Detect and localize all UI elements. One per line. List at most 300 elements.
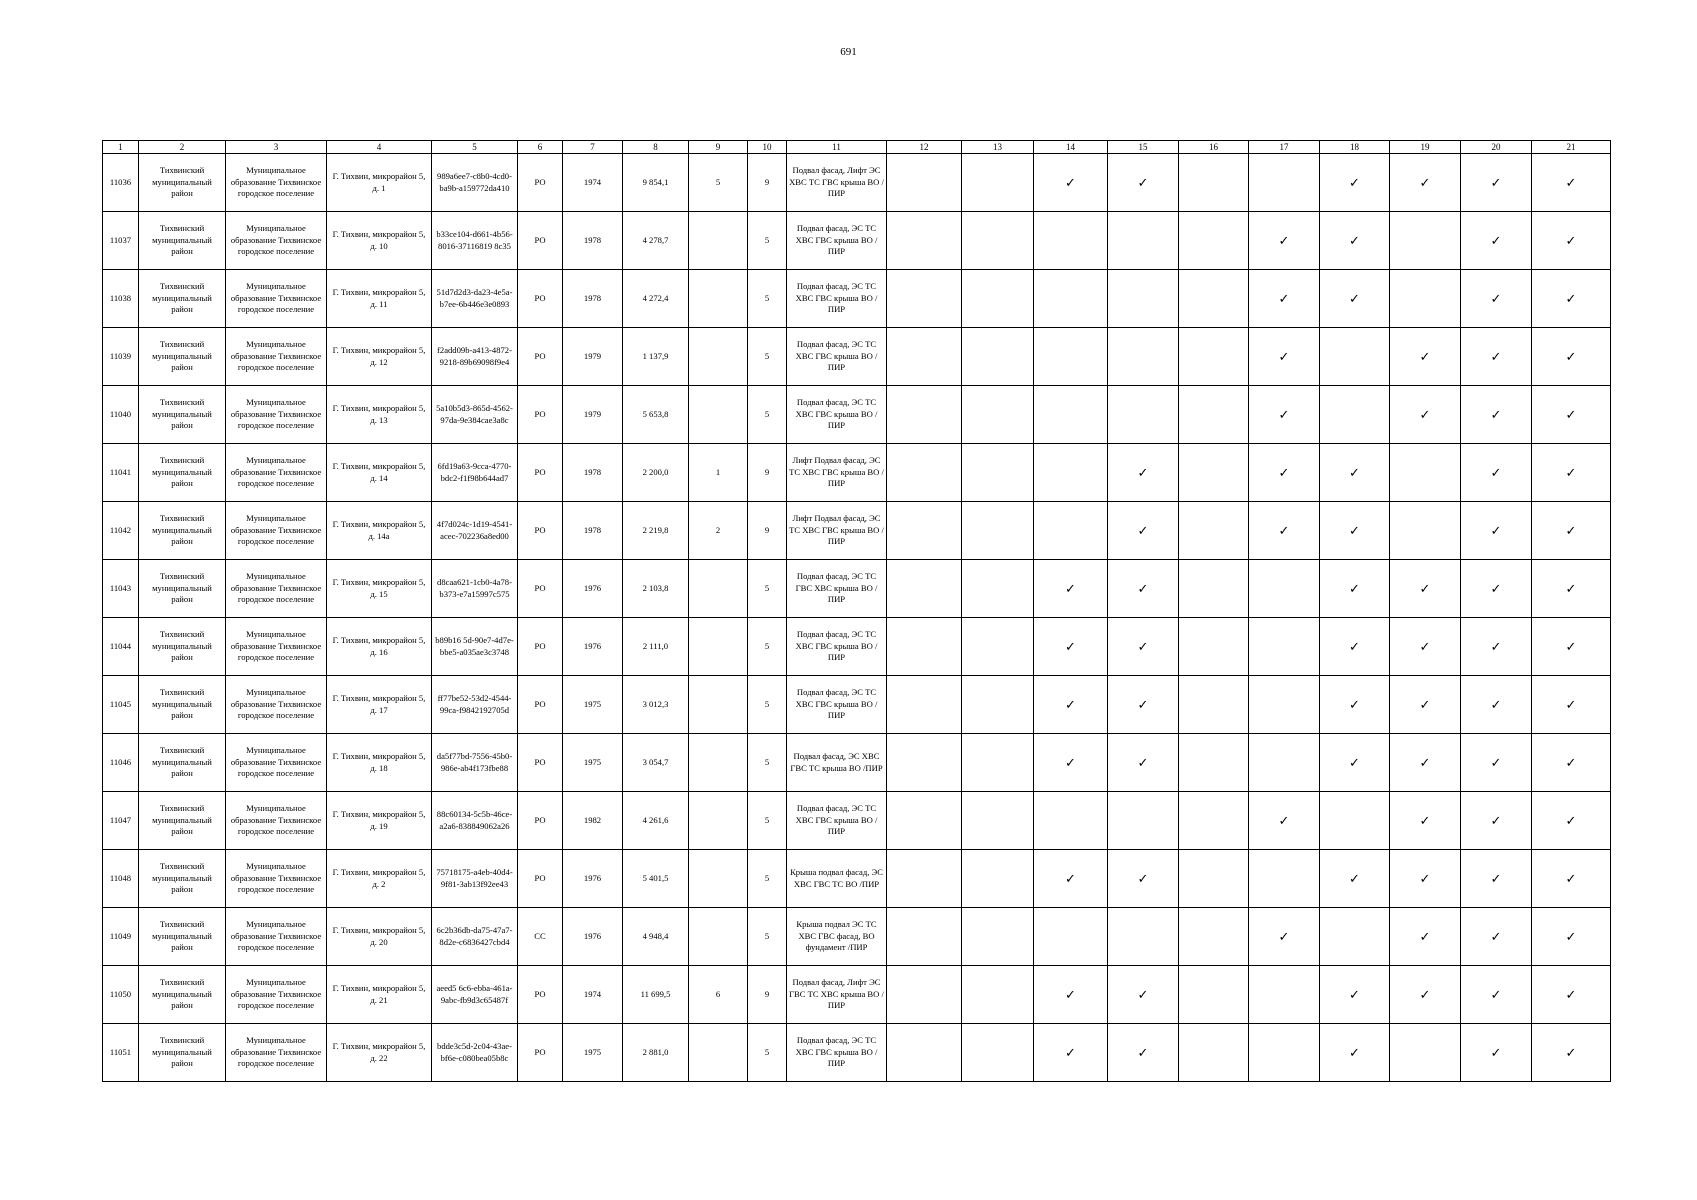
address-cell: Г. Тихвин, микрорайон 5, д. 17 xyxy=(327,676,432,734)
works-list-cell: Подвал фасад, Лифт ЭС ГВС ТС ХВС крыша ВО /ПИР xyxy=(787,966,887,1024)
checkmark-cell xyxy=(1320,1024,1390,1082)
column-9-cell xyxy=(689,850,748,908)
works-list-cell: Крыша подвал ЭС ТС ХВС ГВС фасад, ВО фундамент /ПИР xyxy=(787,908,887,966)
checkmark-cell xyxy=(1108,386,1179,444)
table-row xyxy=(103,212,1611,270)
checkmark-cell xyxy=(1320,212,1390,270)
checkmark-cell xyxy=(1532,386,1611,444)
checkmark-cell xyxy=(962,792,1034,850)
checkmark-cell xyxy=(1249,444,1320,502)
checkmark-icon: ✓ xyxy=(1419,407,1431,422)
address-cell: Г. Тихвин, микрорайон 5, д. 19 xyxy=(327,792,432,850)
floors-cell: 5 xyxy=(748,618,787,676)
checkmark-cell xyxy=(1461,1024,1532,1082)
checkmark-cell xyxy=(1108,270,1179,328)
year-built-cell: 1979 xyxy=(563,328,623,386)
ownership-cell: РО xyxy=(518,850,563,908)
ownership-cell: РО xyxy=(518,1024,563,1082)
checkmark-icon: ✓ xyxy=(1349,523,1360,538)
checkmark-cell xyxy=(962,734,1034,792)
address-cell: Г. Тихвин, микрорайон 5, д. 14 xyxy=(327,444,432,502)
checkmark-cell xyxy=(962,618,1034,676)
checkmark-cell xyxy=(887,792,962,850)
district-cell: Тихвинский муниципальный район xyxy=(139,1024,226,1082)
checkmark-cell xyxy=(1108,734,1179,792)
checkmark-icon: ✓ xyxy=(1419,639,1431,654)
checkmark-icon: ✓ xyxy=(1419,987,1431,1002)
checkmark-icon: ✓ xyxy=(1065,697,1076,712)
column-9-cell xyxy=(689,328,748,386)
municipality-cell: Муниципальное образование Тихвинское городское поселение xyxy=(226,676,327,734)
address-cell: Г. Тихвин, микрорайон 5, д. 12 xyxy=(327,328,432,386)
checkmark-icon: ✓ xyxy=(1137,1045,1149,1060)
column-number-header: 20 xyxy=(1461,141,1532,154)
checkmark-icon: ✓ xyxy=(1137,639,1149,654)
checkmark-cell xyxy=(1532,444,1611,502)
checkmark-cell xyxy=(887,618,962,676)
area-cell: 2 881,0 xyxy=(623,1024,689,1082)
checkmark-cell xyxy=(1461,270,1532,328)
checkmark-icon: ✓ xyxy=(1065,175,1076,190)
checkmark-cell xyxy=(1532,792,1611,850)
checkmark-cell xyxy=(1108,908,1179,966)
house-id-cell: 11036 xyxy=(103,154,139,212)
checkmark-cell xyxy=(887,154,962,212)
checkmark-cell xyxy=(1034,502,1108,560)
house-id-cell: 11051 xyxy=(103,1024,139,1082)
checkmark-icon: ✓ xyxy=(1137,755,1149,770)
checkmark-cell xyxy=(962,502,1034,560)
checkmark-cell xyxy=(1179,560,1249,618)
floors-cell: 5 xyxy=(748,270,787,328)
area-cell: 4 278,7 xyxy=(623,212,689,270)
column-number-header: 1 xyxy=(103,141,139,154)
ownership-cell: РО xyxy=(518,734,563,792)
municipality-cell: Муниципальное образование Тихвинское городское поселение xyxy=(226,502,327,560)
district-cell: Тихвинский муниципальный район xyxy=(139,966,226,1024)
checkmark-cell xyxy=(1390,270,1461,328)
checkmark-cell xyxy=(1390,444,1461,502)
fias-code-cell: 51d7d2d3-da23-4e5a-b7ee-6b446e3e0893 xyxy=(432,270,518,328)
checkmark-cell xyxy=(1461,560,1532,618)
year-built-cell: 1982 xyxy=(563,792,623,850)
municipality-cell: Муниципальное образование Тихвинское городское поселение xyxy=(226,154,327,212)
checkmark-cell xyxy=(1390,328,1461,386)
checkmark-cell xyxy=(1034,908,1108,966)
checkmark-icon: ✓ xyxy=(1565,929,1577,944)
checkmark-icon: ✓ xyxy=(1137,581,1149,596)
municipality-cell: Муниципальное образование Тихвинское городское поселение xyxy=(226,850,327,908)
checkmark-cell xyxy=(1390,966,1461,1024)
address-cell: Г. Тихвин, микрорайон 5, д. 22 xyxy=(327,1024,432,1082)
checkmark-cell xyxy=(962,270,1034,328)
checkmark-icon: ✓ xyxy=(1419,813,1431,828)
column-9-cell: 6 xyxy=(689,966,748,1024)
housing-register-table xyxy=(102,140,1611,1082)
checkmark-icon: ✓ xyxy=(1065,755,1076,770)
checkmark-icon: ✓ xyxy=(1490,987,1502,1002)
works-list-cell: Подвал фасад, ЭС ТС ХВС ГВС крыша ВО /ПИР xyxy=(787,618,887,676)
table-row xyxy=(103,328,1611,386)
ownership-cell: РО xyxy=(518,560,563,618)
table-row xyxy=(103,444,1611,502)
checkmark-cell xyxy=(1532,154,1611,212)
checkmark-cell xyxy=(1461,212,1532,270)
municipality-cell: Муниципальное образование Тихвинское городское поселение xyxy=(226,328,327,386)
checkmark-cell xyxy=(1108,154,1179,212)
area-cell: 2 103,8 xyxy=(623,560,689,618)
checkmark-cell xyxy=(887,328,962,386)
area-cell: 5 401,5 xyxy=(623,850,689,908)
checkmark-icon: ✓ xyxy=(1065,1045,1076,1060)
checkmark-icon: ✓ xyxy=(1565,871,1577,886)
checkmark-cell xyxy=(1390,386,1461,444)
column-number-header: 7 xyxy=(563,141,623,154)
checkmark-cell xyxy=(887,966,962,1024)
checkmark-cell xyxy=(1179,1024,1249,1082)
checkmark-icon: ✓ xyxy=(1349,233,1360,248)
column-number-header: 11 xyxy=(787,141,887,154)
district-cell: Тихвинский муниципальный район xyxy=(139,270,226,328)
works-list-cell: Подвал фасад, ЭС ХВС ГВС ТС крыша ВО /ПИР xyxy=(787,734,887,792)
table-row xyxy=(103,734,1611,792)
checkmark-cell xyxy=(1108,502,1179,560)
area-cell: 1 137,9 xyxy=(623,328,689,386)
checkmark-icon: ✓ xyxy=(1490,929,1502,944)
checkmark-cell xyxy=(1108,560,1179,618)
checkmark-icon: ✓ xyxy=(1419,697,1431,712)
column-number-header: 14 xyxy=(1034,141,1108,154)
checkmark-icon: ✓ xyxy=(1490,1045,1502,1060)
fias-code-cell: 4f7d024c-1d19-4541-acec-702236a8ed00 xyxy=(432,502,518,560)
ownership-cell: РО xyxy=(518,676,563,734)
checkmark-cell xyxy=(1108,676,1179,734)
column-9-cell: 1 xyxy=(689,444,748,502)
checkmark-icon: ✓ xyxy=(1065,581,1076,596)
checkmark-icon: ✓ xyxy=(1490,175,1502,190)
floors-cell: 5 xyxy=(748,792,787,850)
address-cell: Г. Тихвин, микрорайон 5, д. 16 xyxy=(327,618,432,676)
area-cell: 4 948,4 xyxy=(623,908,689,966)
ownership-cell: РО xyxy=(518,386,563,444)
municipality-cell: Муниципальное образование Тихвинское городское поселение xyxy=(226,560,327,618)
checkmark-icon: ✓ xyxy=(1349,465,1360,480)
fias-code-cell: b33ce104-d661-4b56-8016-37116819 8c35 xyxy=(432,212,518,270)
checkmark-cell xyxy=(1179,154,1249,212)
column-number-header: 3 xyxy=(226,141,327,154)
checkmark-cell xyxy=(1461,966,1532,1024)
checkmark-cell xyxy=(1179,676,1249,734)
fias-code-cell: bdde3c5d-2c04-43ae-bf6e-c080bea05b8c xyxy=(432,1024,518,1082)
works-list-cell: Подвал фасад, ЭС ТС ХВС ГВС крыша ВО /ПИР xyxy=(787,270,887,328)
column-number-header: 8 xyxy=(623,141,689,154)
checkmark-cell xyxy=(887,386,962,444)
checkmark-cell xyxy=(1320,560,1390,618)
checkmark-cell xyxy=(1034,270,1108,328)
checkmark-cell xyxy=(1532,734,1611,792)
column-number-header: 2 xyxy=(139,141,226,154)
address-cell: Г. Тихвин, микрорайон 5, д. 1 xyxy=(327,154,432,212)
checkmark-cell xyxy=(887,270,962,328)
municipality-cell: Муниципальное образование Тихвинское городское поселение xyxy=(226,386,327,444)
checkmark-cell xyxy=(1034,154,1108,212)
checkmark-icon: ✓ xyxy=(1065,639,1076,654)
checkmark-cell xyxy=(1034,734,1108,792)
area-cell: 4 261,6 xyxy=(623,792,689,850)
checkmark-cell xyxy=(1320,444,1390,502)
column-number-header: 18 xyxy=(1320,141,1390,154)
checkmark-cell xyxy=(962,1024,1034,1082)
works-list-cell: Подвал фасад, ЭС ТС ГВС ХВС крыша ВО /ПИР xyxy=(787,560,887,618)
checkmark-cell xyxy=(962,850,1034,908)
checkmark-icon: ✓ xyxy=(1349,639,1360,654)
floors-cell: 5 xyxy=(748,908,787,966)
municipality-cell: Муниципальное образование Тихвинское городское поселение xyxy=(226,966,327,1024)
checkmark-icon: ✓ xyxy=(1490,813,1502,828)
checkmark-icon: ✓ xyxy=(1349,1045,1360,1060)
checkmark-icon: ✓ xyxy=(1419,349,1431,364)
column-9-cell xyxy=(689,270,748,328)
floors-cell: 9 xyxy=(748,444,787,502)
checkmark-cell xyxy=(1249,792,1320,850)
checkmark-cell xyxy=(1179,908,1249,966)
checkmark-icon: ✓ xyxy=(1137,871,1149,886)
checkmark-cell xyxy=(1320,966,1390,1024)
checkmark-icon: ✓ xyxy=(1278,813,1290,828)
checkmark-cell xyxy=(1390,154,1461,212)
fias-code-cell: f2add09b-a413-4872-9218-89b69098f9e4 xyxy=(432,328,518,386)
checkmark-cell xyxy=(1320,328,1390,386)
year-built-cell: 1976 xyxy=(563,908,623,966)
checkmark-cell xyxy=(1320,502,1390,560)
checkmark-cell xyxy=(962,560,1034,618)
table-row xyxy=(103,1024,1611,1082)
ownership-cell: РО xyxy=(518,212,563,270)
checkmark-cell xyxy=(1461,734,1532,792)
checkmark-cell xyxy=(1249,560,1320,618)
house-id-cell: 11042 xyxy=(103,502,139,560)
municipality-cell: Муниципальное образование Тихвинское городское поселение xyxy=(226,270,327,328)
checkmark-icon: ✓ xyxy=(1419,755,1431,770)
house-id-cell: 11050 xyxy=(103,966,139,1024)
checkmark-icon: ✓ xyxy=(1349,755,1360,770)
table-row xyxy=(103,792,1611,850)
checkmark-cell xyxy=(962,212,1034,270)
checkmark-cell xyxy=(1249,154,1320,212)
fias-code-cell: ff77be52-53d2-4544-99ca-f9842192705d xyxy=(432,676,518,734)
checkmark-cell xyxy=(1461,502,1532,560)
checkmark-cell xyxy=(1034,212,1108,270)
district-cell: Тихвинский муниципальный район xyxy=(139,212,226,270)
column-9-cell xyxy=(689,386,748,444)
checkmark-cell xyxy=(887,502,962,560)
district-cell: Тихвинский муниципальный район xyxy=(139,850,226,908)
house-id-cell: 11040 xyxy=(103,386,139,444)
checkmark-cell xyxy=(1390,734,1461,792)
table-row xyxy=(103,270,1611,328)
area-cell: 2 219,8 xyxy=(623,502,689,560)
checkmark-icon: ✓ xyxy=(1490,233,1502,248)
checkmark-cell xyxy=(1532,966,1611,1024)
column-9-cell: 5 xyxy=(689,154,748,212)
checkmark-cell xyxy=(962,444,1034,502)
area-cell: 2 111,0 xyxy=(623,618,689,676)
checkmark-cell xyxy=(962,328,1034,386)
district-cell: Тихвинский муниципальный район xyxy=(139,560,226,618)
column-number-header: 12 xyxy=(887,141,962,154)
area-cell: 3 012,3 xyxy=(623,676,689,734)
checkmark-icon: ✓ xyxy=(1565,813,1577,828)
checkmark-cell xyxy=(1108,792,1179,850)
table-row xyxy=(103,908,1611,966)
floors-cell: 9 xyxy=(748,502,787,560)
address-cell: Г. Тихвин, микрорайон 5, д. 2 xyxy=(327,850,432,908)
checkmark-cell xyxy=(887,212,962,270)
checkmark-cell xyxy=(887,444,962,502)
checkmark-icon: ✓ xyxy=(1490,581,1502,596)
municipality-cell: Муниципальное образование Тихвинское городское поселение xyxy=(226,618,327,676)
checkmark-cell xyxy=(1532,1024,1611,1082)
checkmark-cell xyxy=(1179,444,1249,502)
area-cell: 4 272,4 xyxy=(623,270,689,328)
column-9-cell xyxy=(689,618,748,676)
ownership-cell: РО xyxy=(518,328,563,386)
checkmark-cell xyxy=(1320,850,1390,908)
works-list-cell: Подвал фасад, ЭС ТС ХВС ГВС крыша ВО /ПИР xyxy=(787,212,887,270)
checkmark-icon: ✓ xyxy=(1349,175,1360,190)
house-id-cell: 11044 xyxy=(103,618,139,676)
checkmark-icon: ✓ xyxy=(1349,697,1360,712)
address-cell: Г. Тихвин, микрорайон 5, д. 18 xyxy=(327,734,432,792)
column-9-cell xyxy=(689,734,748,792)
column-number-header: 16 xyxy=(1179,141,1249,154)
column-number-header: 21 xyxy=(1532,141,1611,154)
checkmark-cell xyxy=(1249,734,1320,792)
checkmark-icon: ✓ xyxy=(1137,697,1149,712)
municipality-cell: Муниципальное образование Тихвинское городское поселение xyxy=(226,212,327,270)
house-id-cell: 11039 xyxy=(103,328,139,386)
checkmark-cell xyxy=(887,734,962,792)
fias-code-cell: 6fd19a63-9cca-4770-bdc2-f1f98b644ad7 xyxy=(432,444,518,502)
checkmark-cell xyxy=(1249,212,1320,270)
municipality-cell: Муниципальное образование Тихвинское городское поселение xyxy=(226,1024,327,1082)
table-row xyxy=(103,502,1611,560)
checkmark-cell xyxy=(1249,850,1320,908)
address-cell: Г. Тихвин, микрорайон 5, д. 10 xyxy=(327,212,432,270)
checkmark-cell xyxy=(1390,792,1461,850)
checkmark-cell xyxy=(962,154,1034,212)
checkmark-icon: ✓ xyxy=(1137,175,1149,190)
page-number: 691 xyxy=(840,46,857,58)
checkmark-cell xyxy=(1390,1024,1461,1082)
works-list-cell: Подвал фасад, ЭС ТС ХВС ГВС крыша ВО /ПИР xyxy=(787,792,887,850)
checkmark-cell xyxy=(1390,676,1461,734)
year-built-cell: 1978 xyxy=(563,502,623,560)
house-id-cell: 11047 xyxy=(103,792,139,850)
fias-code-cell: 989a6ee7-c8b0-4cd0-ba9b-a159772da410 xyxy=(432,154,518,212)
municipality-cell: Муниципальное образование Тихвинское городское поселение xyxy=(226,792,327,850)
district-cell: Тихвинский муниципальный район xyxy=(139,908,226,966)
checkmark-cell xyxy=(962,908,1034,966)
checkmark-icon: ✓ xyxy=(1565,465,1577,480)
house-id-cell: 11037 xyxy=(103,212,139,270)
floors-cell: 5 xyxy=(748,386,787,444)
ownership-cell: РО xyxy=(518,444,563,502)
checkmark-cell xyxy=(1532,560,1611,618)
checkmark-icon: ✓ xyxy=(1349,987,1360,1002)
district-cell: Тихвинский муниципальный район xyxy=(139,792,226,850)
checkmark-icon: ✓ xyxy=(1278,349,1290,364)
year-built-cell: 1974 xyxy=(563,966,623,1024)
checkmark-cell xyxy=(1390,850,1461,908)
checkmark-cell xyxy=(1249,386,1320,444)
house-id-cell: 11048 xyxy=(103,850,139,908)
checkmark-cell xyxy=(1390,502,1461,560)
checkmark-cell xyxy=(887,908,962,966)
checkmark-cell xyxy=(1532,270,1611,328)
checkmark-cell xyxy=(962,676,1034,734)
column-number-header: 15 xyxy=(1108,141,1179,154)
checkmark-cell xyxy=(887,676,962,734)
address-cell: Г. Тихвин, микрорайон 5, д. 13 xyxy=(327,386,432,444)
ownership-cell: РО xyxy=(518,618,563,676)
area-cell: 11 699,5 xyxy=(623,966,689,1024)
municipality-cell: Муниципальное образование Тихвинское городское поселение xyxy=(226,444,327,502)
year-built-cell: 1978 xyxy=(563,444,623,502)
table-row xyxy=(103,850,1611,908)
district-cell: Тихвинский муниципальный район xyxy=(139,618,226,676)
checkmark-cell xyxy=(1249,328,1320,386)
address-cell: Г. Тихвин, микрорайон 5, д. 11 xyxy=(327,270,432,328)
checkmark-cell xyxy=(1390,560,1461,618)
checkmark-cell xyxy=(1108,212,1179,270)
table-row xyxy=(103,560,1611,618)
checkmark-icon: ✓ xyxy=(1065,987,1076,1002)
checkmark-icon: ✓ xyxy=(1349,581,1360,596)
checkmark-icon: ✓ xyxy=(1565,581,1577,596)
year-built-cell: 1976 xyxy=(563,850,623,908)
floors-cell: 5 xyxy=(748,328,787,386)
ownership-cell: РО xyxy=(518,502,563,560)
year-built-cell: 1976 xyxy=(563,618,623,676)
column-9-cell xyxy=(689,560,748,618)
address-cell: Г. Тихвин, микрорайон 5, д. 21 xyxy=(327,966,432,1024)
fias-code-cell: d8caa621-1cb0-4a78-b373-e7a15997c575 xyxy=(432,560,518,618)
checkmark-cell xyxy=(1532,850,1611,908)
checkmark-cell xyxy=(1179,502,1249,560)
checkmark-icon: ✓ xyxy=(1349,291,1360,306)
floors-cell: 5 xyxy=(748,212,787,270)
works-list-cell: Подвал фасад, ЭС ТС ХВС ГВС крыша ВО /ПИР xyxy=(787,1024,887,1082)
checkmark-cell xyxy=(1390,908,1461,966)
checkmark-icon: ✓ xyxy=(1490,697,1502,712)
works-list-cell: Крыша подвал фасад, ЭС ХВС ГВС ТС ВО /ПИР xyxy=(787,850,887,908)
district-cell: Тихвинский муниципальный район xyxy=(139,328,226,386)
checkmark-icon: ✓ xyxy=(1565,349,1577,364)
column-9-cell xyxy=(689,792,748,850)
checkmark-cell xyxy=(1532,618,1611,676)
checkmark-cell xyxy=(1461,850,1532,908)
checkmark-cell xyxy=(887,850,962,908)
table-row xyxy=(103,966,1611,1024)
checkmark-cell xyxy=(1461,328,1532,386)
checkmark-icon: ✓ xyxy=(1278,465,1290,480)
checkmark-cell xyxy=(1461,908,1532,966)
checkmark-cell xyxy=(1034,444,1108,502)
checkmark-icon: ✓ xyxy=(1565,987,1577,1002)
area-cell: 5 653,8 xyxy=(623,386,689,444)
ownership-cell: РО xyxy=(518,792,563,850)
